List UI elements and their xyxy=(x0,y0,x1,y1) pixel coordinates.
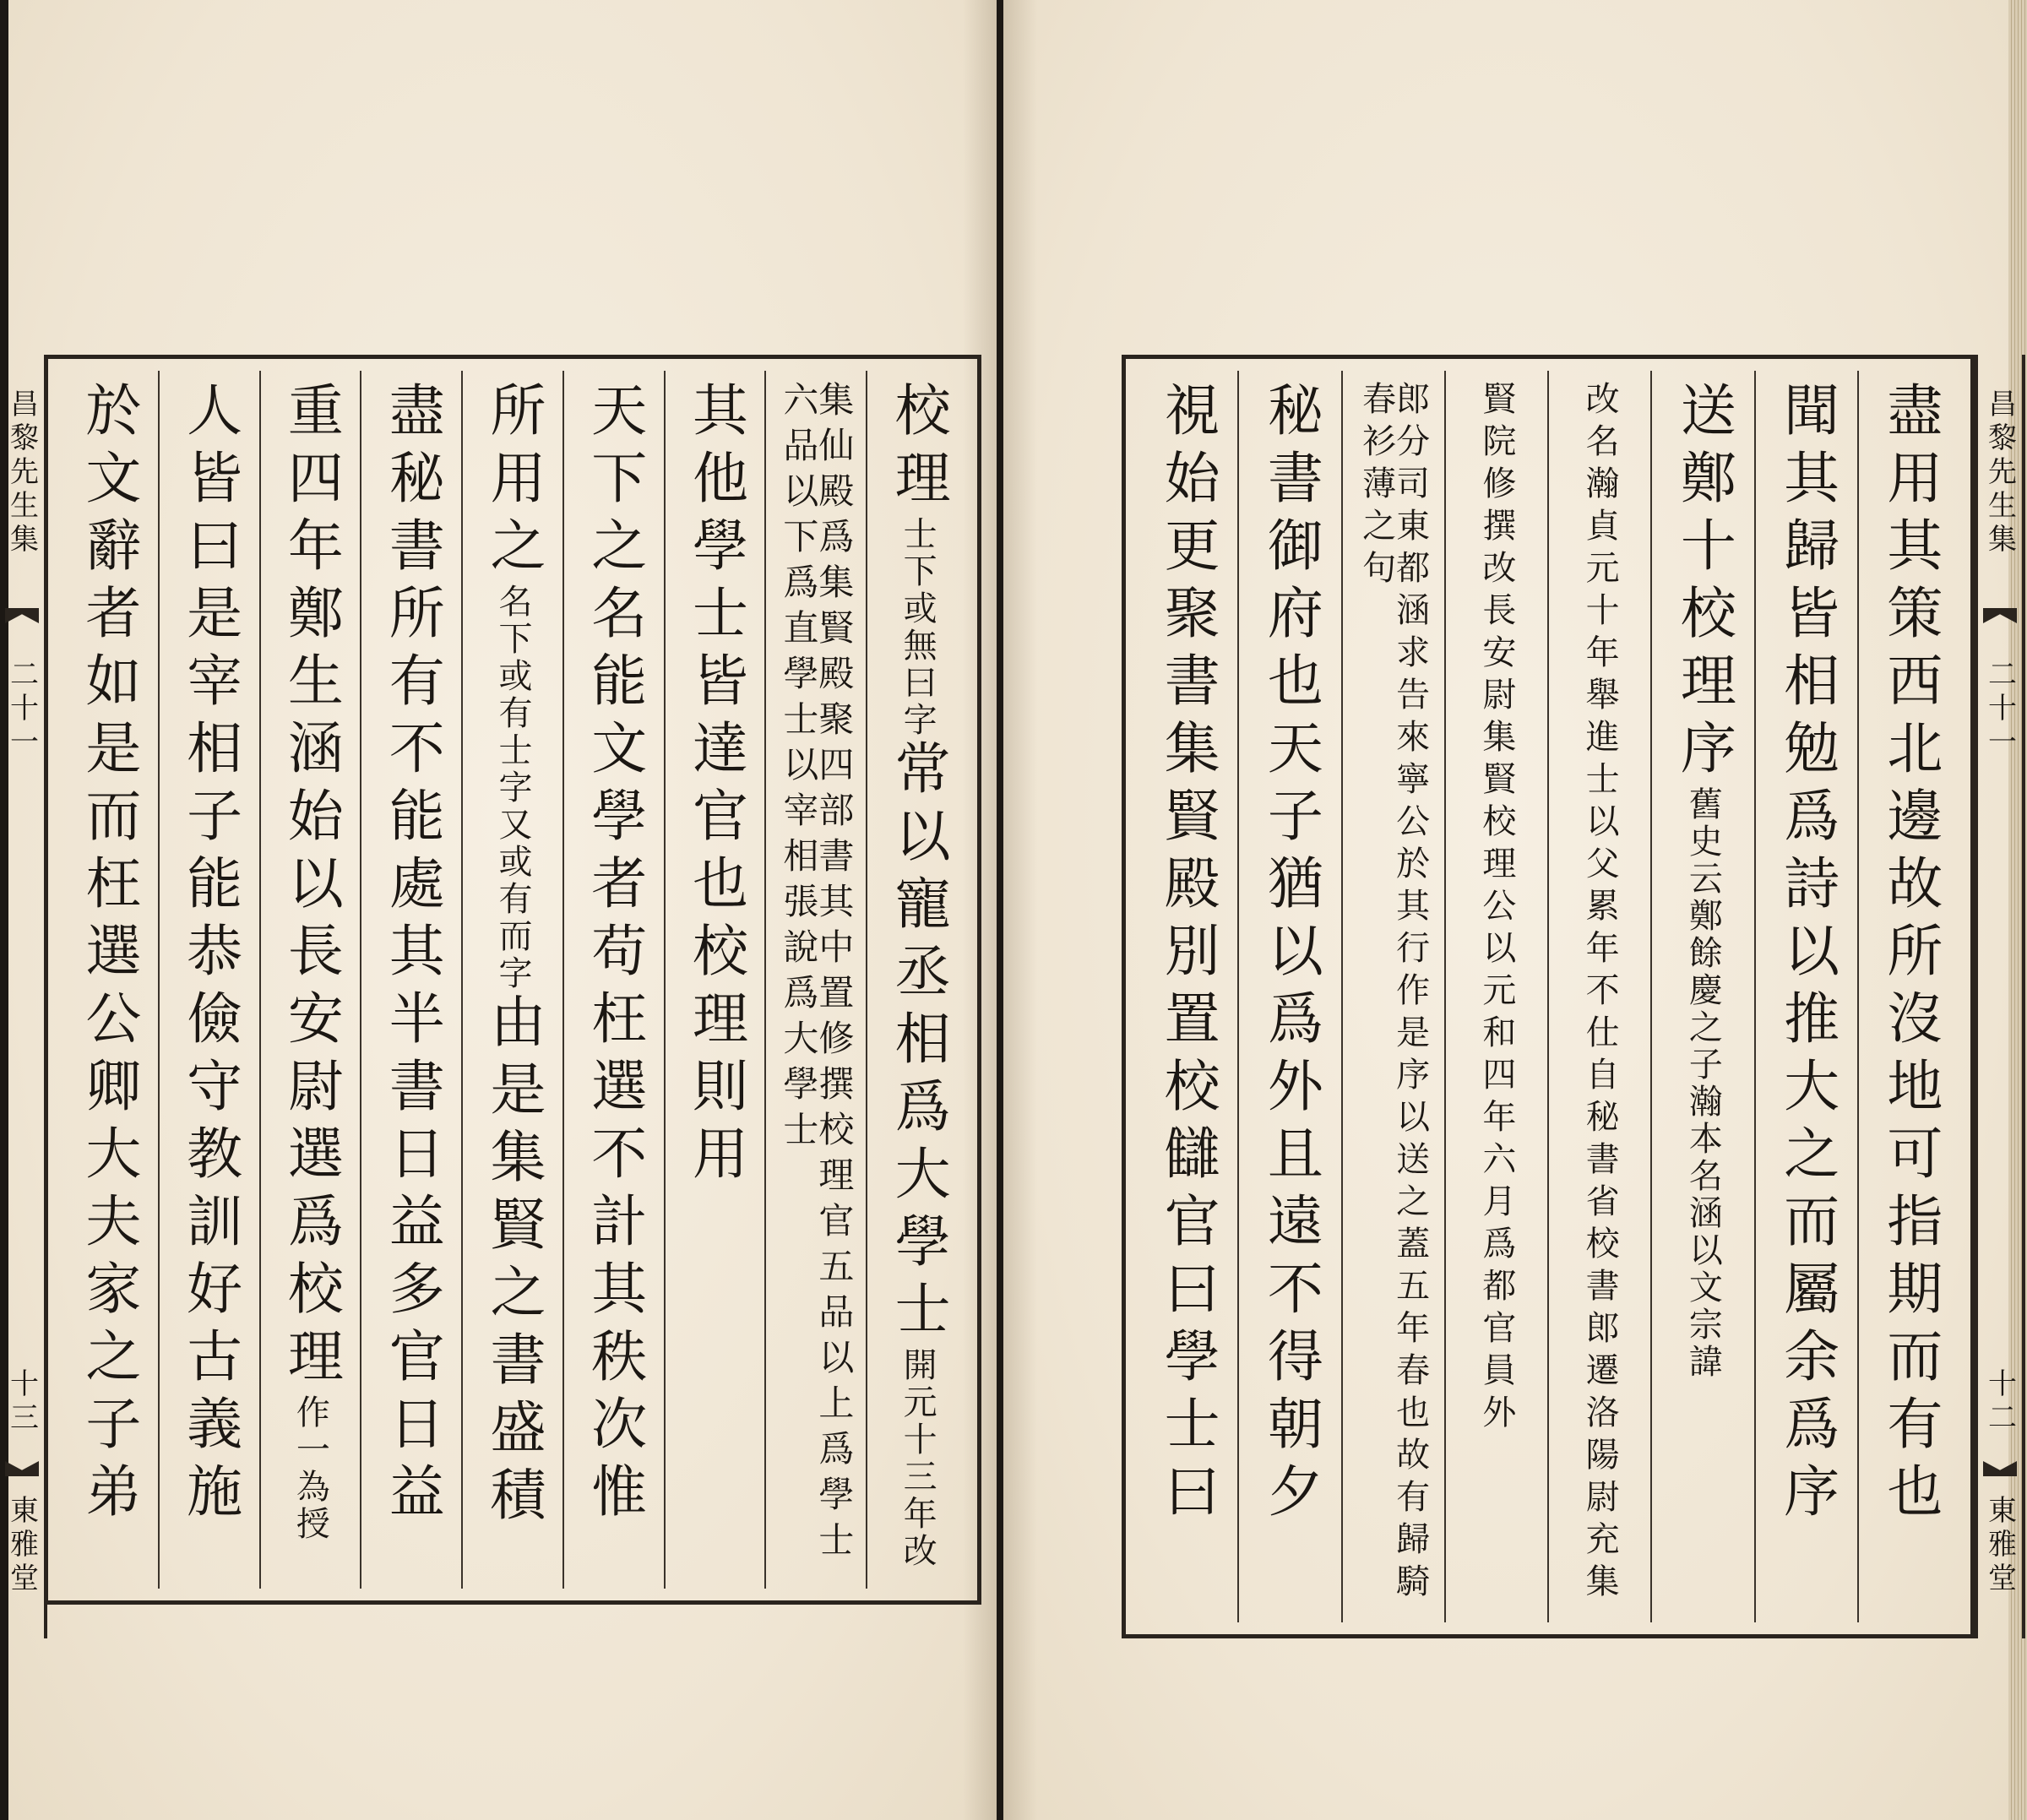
text-column: 秘書御府也天子猶以爲外且遠不得朝夕 xyxy=(1237,371,1340,1622)
right-fold-margin xyxy=(1975,355,2025,1638)
text-column: 天下之名能文學者苟枉選不計其秩次惟 xyxy=(562,371,664,1589)
text-column: 重四年鄭生涵始以長安尉選爲校理 作一為授 xyxy=(259,371,361,1589)
left-text-block xyxy=(44,355,981,1605)
text-column: 盡用其策西北邊故所沒地可指期而有也 xyxy=(1857,371,1960,1622)
fish-tail-mark xyxy=(1983,1461,2017,1476)
annotation-column: 集仙殿爲集賢殿聚四部書其中置修撰校理官五品以上爲學士六品以下爲直學士以宰相張說爲大學士 xyxy=(764,371,866,1589)
fold-juan: 二十一 xyxy=(1982,659,2017,760)
fold-juan: 二十一 xyxy=(4,659,39,760)
text-column: 校理 士下或無曰字 常以寵丞相爲大學士 開元十三年改 xyxy=(866,371,967,1589)
annotation-column: 郎分司東都涵求告來寧公於其行作是序以送之蓋五年春也故有歸騎春衫薄之句 xyxy=(1341,371,1444,1622)
text-column: 於文辭者如是而枉選公卿大夫家之子弟 xyxy=(75,381,141,1529)
fish-tail-mark xyxy=(5,1461,39,1476)
fold-hall-name: 東雅堂 xyxy=(4,1495,39,1596)
left-page xyxy=(4,0,997,1820)
gutter-shadow xyxy=(1003,0,1037,1820)
fish-tail-mark xyxy=(1983,608,2017,623)
essay-title-column: 送鄭十校理序 舊史云鄭餘慶之子瀚本名涵以文宗諱 xyxy=(1650,371,1753,1622)
fold-hall-name: 東雅堂 xyxy=(1982,1495,2017,1596)
text-column: 盡秘書所有不能處其半書日益多官日益 xyxy=(360,371,461,1589)
annotation-column: 改名瀚貞元十年舉進士以父累年不仕自秘書省校書郎遷洛陽尉充集 xyxy=(1547,371,1650,1622)
text-column: 其他學士皆達官也校理則用 xyxy=(664,371,765,1589)
text-column: 聞其歸皆相勉爲詩以推大之而屬余爲序 xyxy=(1754,371,1857,1622)
fish-tail-mark xyxy=(5,608,39,623)
text-column: 視始更聚書集賢殿別置校讎官曰學士曰 xyxy=(1155,381,1220,1529)
fold-leaf-number: 十二 xyxy=(1982,1368,2017,1436)
fold-title: 昌黎先生集 xyxy=(1982,388,2017,557)
fold-leaf-number: 十三 xyxy=(4,1368,39,1436)
left-fold-margin xyxy=(0,355,47,1638)
text-column: 所用之 名下或有士字又或有而字 由是集賢之書盛積 xyxy=(461,371,562,1589)
right-text-block xyxy=(1122,355,1975,1638)
text-column: 人皆曰是宰相子能恭儉守教訓好古義施 xyxy=(158,371,259,1589)
fold-title: 昌黎先生集 xyxy=(4,388,39,557)
right-page xyxy=(1003,0,2017,1820)
annotation-column: 賢院修撰改長安尉集賢校理公以元和四年六月爲都官員外 xyxy=(1444,371,1547,1622)
